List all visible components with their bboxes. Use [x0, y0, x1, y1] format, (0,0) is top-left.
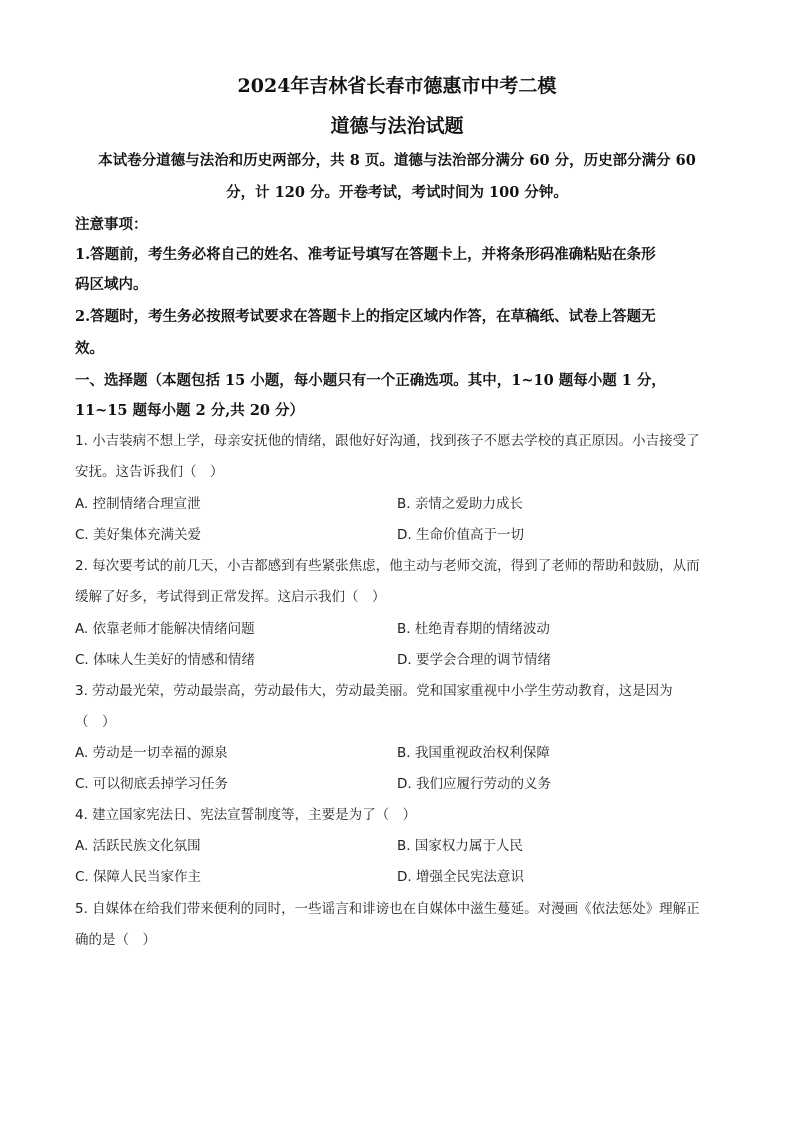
question-3-option-b: B. 我国重视政治权利保障	[397, 745, 550, 761]
question-1-stem-line-1: 1. 小吉装病不想上学，母亲安抚他的情绪，跟他好好沟通，找到孩子不愿去学校的真正原因。小吉接受了	[75, 433, 700, 449]
notice-item-1-line-2: 码区域内。	[75, 276, 148, 293]
question-1-option-b: B. 亲情之爱助力成长	[397, 496, 523, 512]
question-5-stem-line-2: 确的是（ ）	[75, 932, 156, 948]
section-heading-line-2: 11~15 题每小题 2 分,共 20 分）	[75, 402, 305, 419]
question-2-stem-line-1: 2. 每次要考试的前几天，小吉都感到有些紧张焦虑，他主动与老师交流，得到了老师的帮助和鼓励，从而	[75, 558, 700, 574]
notice-item-1-line-1: 1.答题前，考生务必将自己的姓名、准考证号填写在答题卡上，并将条形码准确粘贴在条形	[75, 246, 656, 263]
question-2-option-a: A. 依靠老师才能解决情绪问题	[75, 621, 255, 637]
question-3-stem-line-2: （ ）	[75, 714, 116, 730]
question-4-option-d: D. 增强全民宪法意识	[397, 869, 524, 885]
question-3-option-c: C. 可以彻底丢掉学习任务	[75, 776, 229, 792]
question-1-stem-line-2: 安抚。这告诉我们（ ）	[75, 464, 224, 480]
intro-line-1: 本试卷分道德与法治和历史两部分，共 8 页。道德与法治部分满分 60 分，历史部分满分 60	[98, 152, 696, 169]
notice-item-2-line-1: 2.答题时，考生务必按照考试要求在答题卡上的指定区域内作答，在草稿纸、试卷上答题无	[75, 308, 656, 325]
question-2-option-b: B. 杜绝青春期的情绪波动	[397, 621, 550, 637]
question-2-option-c: C. 体味人生美好的情感和情绪	[75, 652, 256, 668]
notice-heading: 注意事项：	[75, 216, 148, 233]
notice-item-2-line-2: 效。	[75, 340, 104, 357]
question-2-option-d: D. 要学会合理的调节情绪	[397, 652, 551, 668]
question-5-stem-line-1: 5. 自媒体在给我们带来便利的同时，一些谣言和诽谤也在自媒体中滋生蔓延。对漫画《依法惩处》理解正	[75, 901, 700, 917]
exam-subtitle: 道德与法治试题	[330, 115, 464, 137]
question-1-option-d: D. 生命价值高于一切	[397, 527, 524, 543]
question-4-option-a: A. 活跃民族文化氛围	[75, 838, 201, 854]
question-1-option-c: C. 美好集体充满关爱	[75, 527, 202, 543]
question-3-option-d: D. 我们应履行劳动的义务	[397, 776, 551, 792]
intro-line-2: 分，计 120 分。开卷考试，考试时间为 100 分钟。	[226, 184, 568, 201]
question-4-option-b: B. 国家权力属于人民	[397, 838, 523, 854]
question-3-stem-line-1: 3. 劳动最光荣，劳动最崇高，劳动最伟大，劳动最美丽。党和国家重视中小学生劳动教育，这是因为	[75, 683, 673, 699]
exam-title: 2024年吉林省长春市德惠市中考二模	[237, 75, 557, 97]
question-1-option-a: A. 控制情绪合理宣泄	[75, 496, 201, 512]
question-2-stem-line-2: 缓解了好多，考试得到正常发挥。这启示我们（ ）	[75, 589, 386, 605]
question-3-option-a: A. 劳动是一切幸福的源泉	[75, 745, 228, 761]
question-4-option-c: C. 保障人民当家作主	[75, 869, 202, 885]
question-4-stem-line-1: 4. 建立国家宪法日、宪法宣誓制度等，主要是为了（ ）	[75, 807, 417, 823]
section-heading-line-1: 一、选择题（本题包括 15 小题，每小题只有一个正确选项。其中，1~10 题每小题 1 分，	[75, 372, 666, 389]
